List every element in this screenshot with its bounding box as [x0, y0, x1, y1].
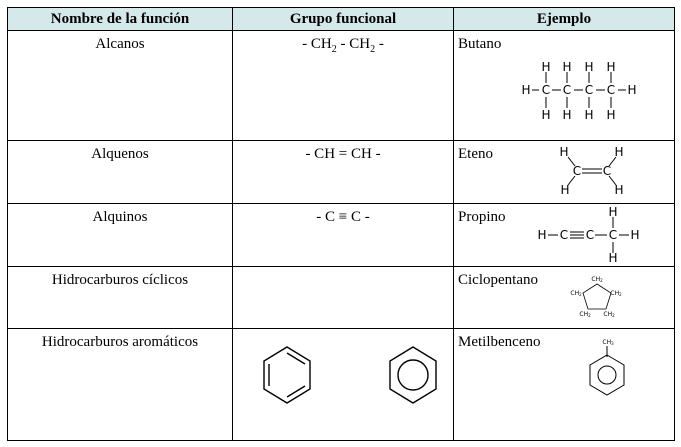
svg-text:CH2: CH2 — [610, 290, 622, 297]
atom-h: H — [559, 145, 569, 159]
atom-h: H — [537, 228, 547, 242]
atom-h: H — [606, 108, 616, 121]
table-row — [8, 329, 675, 441]
atom-c: C — [606, 83, 616, 97]
atom-c: C — [541, 83, 551, 97]
cyclopentane-structure — [566, 273, 626, 321]
functional-group: - $CH_2 - CH_2$ - — [233, 31, 454, 141]
example-cell — [454, 204, 675, 267]
header-row — [8, 8, 675, 31]
example-cell — [454, 31, 675, 141]
atom-c: C — [584, 83, 594, 97]
atom-h: H — [521, 83, 531, 97]
atom-c: C — [585, 228, 595, 242]
example-name: Butano — [458, 36, 502, 52]
table-row — [8, 31, 675, 141]
functional-groups-table — [7, 7, 675, 441]
function-name: Alcanos — [8, 31, 233, 141]
atom-h: H — [562, 61, 572, 74]
atom-h: H — [541, 108, 551, 121]
atom-h: H — [584, 61, 594, 74]
header-grupo: Grupo funcional — [233, 8, 454, 31]
svg-text:CH2: CH2 — [603, 311, 615, 318]
table-row — [8, 267, 675, 329]
svg-text:CH2: CH2 — [591, 276, 603, 283]
svg-text:CH3: CH3 — [602, 339, 614, 346]
header-nombre: Nombre de la función — [8, 8, 233, 31]
example-cell — [454, 267, 675, 329]
benzene-kekule-icon — [259, 343, 315, 407]
functional-group: - CH = CH - — [233, 141, 454, 204]
svg-text:CH2: CH2 — [570, 290, 582, 297]
atom-h: H — [608, 251, 618, 263]
atom-c: C — [572, 164, 582, 178]
propyne-structure — [536, 207, 646, 263]
atom-c: C — [602, 164, 612, 178]
atom-h: H — [630, 228, 640, 242]
atom-h: H — [627, 83, 637, 97]
function-name: Alquinos — [8, 204, 233, 267]
example-cell — [454, 329, 675, 441]
svg-text:CH2: CH2 — [579, 311, 591, 318]
atom-h: H — [614, 145, 624, 159]
table-row — [8, 141, 675, 204]
example-name: Eteno — [458, 146, 493, 162]
ethene-structure — [557, 145, 627, 197]
atom-h: H — [606, 61, 616, 74]
example-cell — [454, 141, 675, 204]
example-name: Ciclopentano — [458, 272, 538, 288]
benzene-circle-icon — [385, 343, 441, 407]
function-name: Hidrocarburos aromáticos — [8, 329, 233, 441]
header-ejemplo: Ejemplo — [454, 8, 675, 31]
example-name: Propino — [458, 209, 506, 225]
table-row — [8, 204, 675, 267]
example-name: Metilbenceno — [458, 334, 541, 350]
toluene-structure — [584, 337, 630, 397]
atom-h: H — [541, 61, 551, 74]
butane-structure — [520, 61, 650, 121]
atom-h: H — [560, 183, 570, 197]
atom-c: C — [608, 228, 618, 242]
atom-h: H — [608, 207, 618, 219]
atom-c: C — [562, 83, 572, 97]
function-name: Alquenos — [8, 141, 233, 204]
atom-h: H — [562, 108, 572, 121]
function-name: Hidrocarburos cíclicos — [8, 267, 233, 329]
functional-group — [233, 267, 454, 329]
atom-h: H — [614, 183, 624, 197]
atom-h: H — [584, 108, 594, 121]
atom-c: C — [559, 228, 569, 242]
functional-group: - C ≡ C - — [233, 204, 454, 267]
functional-group — [233, 329, 454, 441]
